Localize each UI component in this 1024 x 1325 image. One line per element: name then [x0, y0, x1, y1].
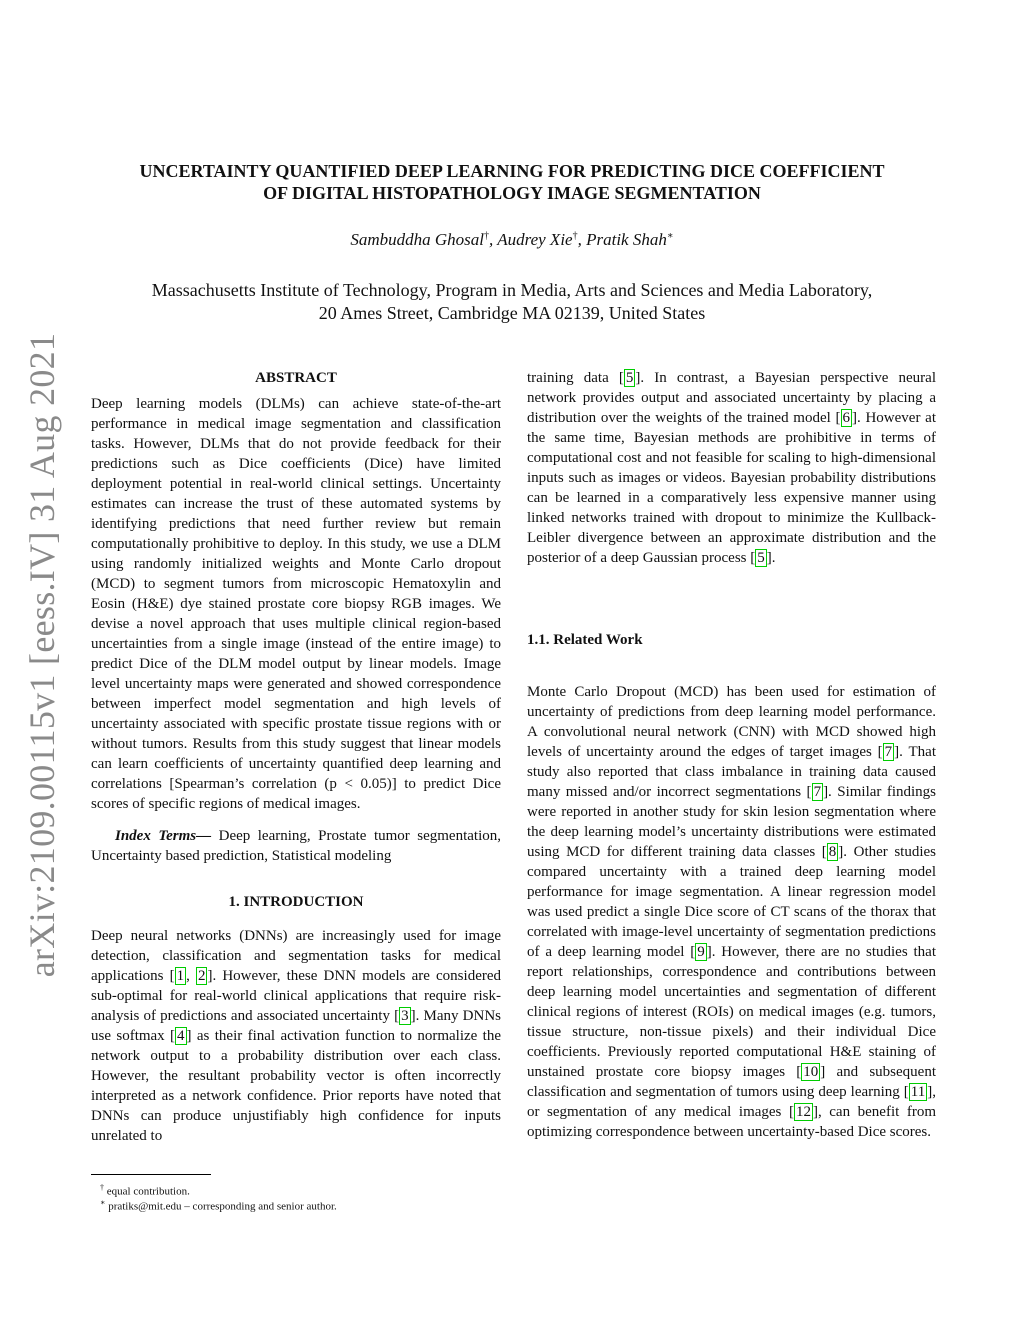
citation-link[interactable]: 9: [697, 944, 705, 960]
citation-link[interactable]: 7: [813, 784, 822, 800]
related-text-4: ]. Other studies compared uncertainty with a trained deep learning model performance for image segmentation. A linear regression model was used predict a single Dice score of CT scans of the thorax that correlated with image-level uncertainty of segmentation predictions of a deep learning model [: [527, 844, 936, 960]
citation-link[interactable]: 1: [176, 968, 185, 984]
citation-link[interactable]: 12: [795, 1104, 811, 1120]
citation-link[interactable]: 5: [757, 550, 765, 566]
affiliation-line-1: Massachusetts Institute of Technology, Program in Media, Arts and Sciences and Media Laboratory,: [151, 280, 873, 300]
index-terms-text: Deep learning, Prostate tumor segmentation, Uncertainty based prediction, Statistical modeling: [91, 828, 502, 864]
footnote-1-text: equal contribution.: [104, 1185, 190, 1198]
introduction-heading: 1. INTRODUCTION: [228, 894, 364, 910]
intro-continued-paragraph: [527, 368, 936, 568]
intro-text-3: ]. Many DNNs use softmax [: [91, 1008, 501, 1044]
title-line-1: UNCERTAINTY QUANTIFIED DEEP LEARNING FOR PREDICTING DICE COEFFICIENT: [139, 161, 885, 181]
related-text-6: ] and subsequent classification and segmentation of tumors using deep learning [: [527, 1064, 936, 1100]
citation-link[interactable]: 6: [842, 410, 851, 426]
right-intro-text-1: training data [: [527, 370, 624, 386]
related-text-1: Monte Carlo Dropout (MCD) has been used for estimation of uncertainty of predictions from deep learning model performance. A convolutional neural network (CNN) with MCD showed high levels of uncertainty around the edges of target images [: [527, 684, 936, 760]
intro-text-1: Deep neural networks (DNNs) are increasingly used for image detection, classification and segmentation tasks for medical applications [: [91, 928, 501, 984]
intro-text-sep: ,: [186, 968, 196, 984]
left-column: [91, 368, 501, 1146]
author-1: Sambuddha Ghosal: [350, 230, 485, 249]
citation-link[interactable]: 11: [910, 1084, 926, 1100]
footnote-2-mark: ∗: [100, 1198, 106, 1207]
intro-text-2: ]. However, these DNN models are considered sub-optimal for real-world clinical applications that require risk-analysis of predictions and associated uncertainty [: [91, 968, 502, 1024]
citation-link[interactable]: 5: [625, 370, 634, 386]
arxiv-identifier-stamp: [20, 332, 64, 978]
author-3-mark: ∗: [666, 230, 674, 242]
right-intro-text-3: ]. However at the same time, Bayesian methods are prohibitive in terms of computational cost and not feasible for scaling to high-dimensional inputs such as images or videos. Bayesian probability distributions can be learned in a comparatively less expensive manner using linked networks trained with dropout to minimize the Kullback-Leibler divergence between an approximate distribution and the posterior of a deep Gaussian process [: [527, 410, 936, 566]
paper-title: [80, 160, 944, 204]
citation-link[interactable]: 2: [197, 968, 206, 984]
related-text-5: ]. However, there are no studies that report relationships, correspondence and contributions between deep learning model uncertainties and segmentation of different clinical regions of interest (ROIs) on medical images (e.g. tumors, tissue structure, non-tissue pixels) and their individual Dice coefficients. Previously reported computational H&E staining of unstained prostate core biopsy images [: [527, 944, 936, 1080]
intro-text-4: ] as their final activation function to normalize the network output to a probability distribution over each class. However, the resultant probability vector is often incorrectly interpreted as a network confidence. Prior reports have noted that DNNs can produce unjustifiably high confidence for inputs unrelated to: [91, 1028, 501, 1144]
footnote-corresponding-author: [100, 1195, 337, 1215]
author-2: Audrey Xie: [497, 230, 573, 249]
affiliation: [60, 279, 964, 325]
author-3: Pratik Shah: [586, 230, 667, 249]
index-terms: [91, 826, 501, 866]
affiliation-line-2: 20 Ames Street, Cambridge MA 02139, United States: [318, 303, 706, 323]
right-intro-text-4: ].: [766, 550, 776, 566]
related-work-paragraph: [527, 682, 936, 1142]
related-text-7: ], or segmentation of any medical images [: [527, 1084, 936, 1120]
footnote-2-text: pratiks@mit.edu – corresponding and senior author.: [105, 1200, 337, 1213]
footnote-divider: [91, 1174, 211, 1175]
related-text-2: ]. That study also reported that class imbalance in training data caused many missed and/or incorrect segmentations [: [527, 744, 936, 800]
author-2-mark: †: [572, 230, 578, 242]
abstract-text: Deep learning models (DLMs) can achieve state-of-the-art performance in medical image segmentation and classification tasks. However, DLMs that do not provide feedback for their predictions such as Dice coefficients (Dice) have limited deployment potential in real-world clinical settings. Uncertainty estimates can increase the trust of these automated systems by identifying predictions that need further review but remain computationally prohibitive to deploy. In this study, we use a DLM using randomly initialized weights and Monte Carlo dropout (MCD) to segment tumors from microscopic Hematoxylin and Eosin (H&E) dye stained prostate core biopsy RGB images. We devise a novel approach that uses multiple clinical region-based uncertainties from a single image (instead of the entire image) to predict Dice of the DLM model output by linear models. Image level uncertainty maps were generated and showed correspondence between imperfect model segmentation and high levels of uncertainty associated with specific prostate tissue regions with or without tumors. Results from this study suggest that linear models can learn coefficients of uncertainty quantified deep learning and correlations [Spearman’s correlation (p < 0.05)] to predict Dice scores of specific regions of medical images.: [91, 396, 501, 812]
introduction-paragraph: [91, 926, 501, 1146]
author-1-mark: †: [484, 230, 490, 242]
citation-link[interactable]: 4: [177, 1028, 185, 1044]
abstract-heading: ABSTRACT: [255, 370, 337, 386]
right-column: [527, 368, 936, 1142]
index-terms-label: Index Terms—: [115, 828, 212, 844]
citation-link[interactable]: 10: [803, 1064, 819, 1080]
right-intro-text-2: ]. In contrast, a Bayesian perspective neural network provides output and associated uncertainty by placing a distribution over the weights of the trained model [: [527, 370, 937, 426]
author-list: Sambuddha Ghosal†, Audrey Xie†, Pratik Shah∗: [350, 230, 674, 249]
title-line-2: OF DIGITAL HISTOPATHOLOGY IMAGE SEGMENTATION: [263, 183, 761, 203]
citation-link[interactable]: 8: [828, 844, 837, 860]
citation-link[interactable]: 7: [884, 744, 893, 760]
related-text-3: ]. Similar findings were reported in another study for skin lesion segmentation where the deep learning model’s uncertainty distributions were estimated using MCD for different training data classes [: [527, 784, 936, 860]
related-work-heading: 1.1. Related Work: [527, 632, 643, 648]
related-text-8: ], can benefit from optimizing correspondence between uncertainty-based Dice scores.: [527, 1104, 936, 1140]
arxiv-stamp-text: arXiv:2109.00115v1 [eess.IV] 31 Aug 2021: [22, 332, 62, 978]
citation-link[interactable]: 3: [401, 1008, 409, 1024]
footnote-1-mark: †: [100, 1183, 104, 1192]
